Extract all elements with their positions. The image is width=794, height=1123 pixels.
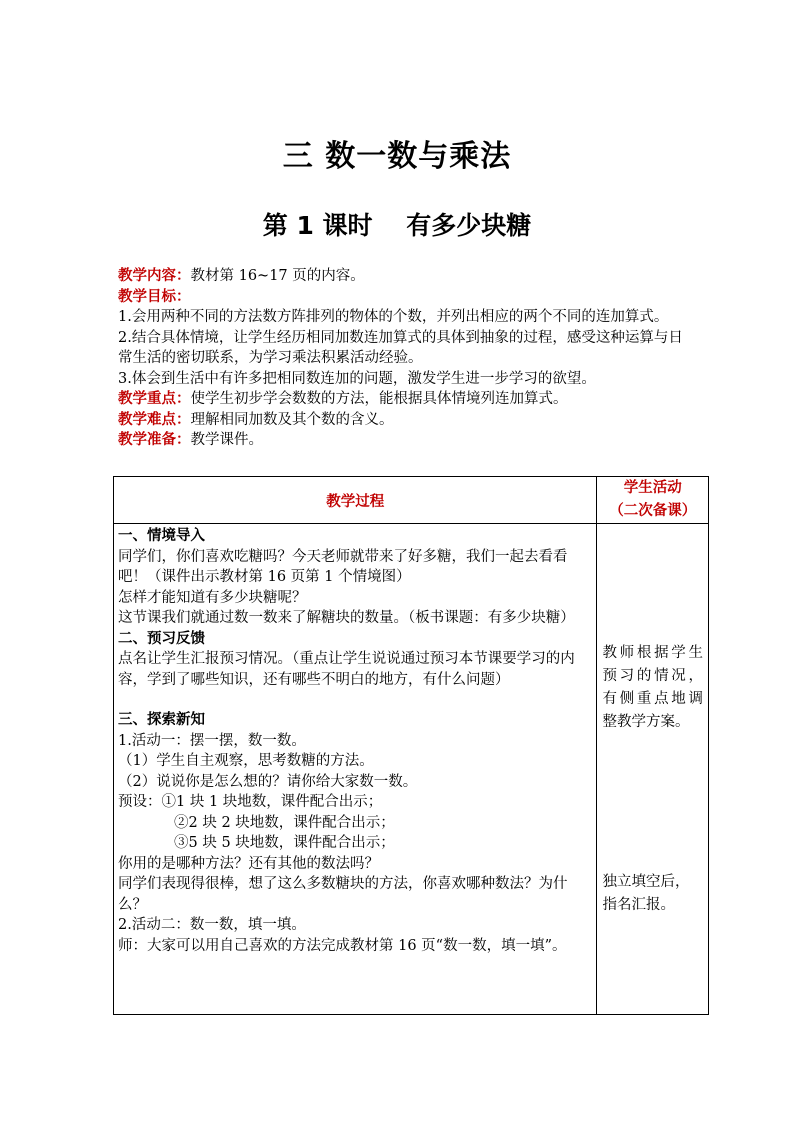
difficulty-label: 教学难点： <box>118 411 191 428</box>
header-activity-line2: （二次备课） <box>609 503 697 519</box>
teaching-preparation <box>118 430 688 451</box>
section-title: 二、预习反馈 <box>118 630 205 647</box>
unit-title: 三 数一数与乘法 <box>282 139 512 174</box>
paragraph: 1.活动一：摆一摆，数一数。 <box>118 732 306 749</box>
activity-note: 教师根据学生预习的情况，有侧重点地调整教学方案。 <box>602 645 703 730</box>
spacer <box>118 690 592 710</box>
process-cell <box>114 524 597 1015</box>
paragraph: 预设：①1 块 1 块地数，课件配合出示； <box>118 794 383 810</box>
prep-text: 教学课件。 <box>190 432 263 448</box>
difficulty-text: 理解相同加数及其个数的含义。 <box>190 411 394 428</box>
key-label: 教学重点： <box>118 391 191 407</box>
paragraph: ②2 块 2 块地数，课件配合出示； <box>174 814 395 831</box>
teaching-content <box>118 266 688 287</box>
table-body-row <box>114 524 709 1015</box>
activity-cell <box>597 524 709 1015</box>
objective-item: 2.结合具体情境，让学生经历相同加数连加算式的具体到抽象的过程，感受这种运算与日常生活的密切联系，为学习乘法积累活动经验。 <box>118 329 683 366</box>
paragraph: 点名让学生汇报预习情况。（重点让学生说说通过预习本节课要学习的内容，学到了哪些知识，还有哪些不明白的地方，有什么问题） <box>118 651 575 688</box>
paragraph: 你用的是哪种方法？还有其他的数法吗？ <box>118 855 379 872</box>
prep-label: 教学准备： <box>118 432 191 448</box>
content-text: 教材第 16~17 页的内容。 <box>190 268 365 284</box>
section-title: 三、探索新知 <box>118 712 205 728</box>
teaching-difficulty <box>118 410 688 431</box>
paragraph: （2）说说你是怎么想的？请你给大家数一数。 <box>118 773 418 790</box>
paragraph: 2.活动二：数一数，填一填。 <box>118 917 306 933</box>
activity-note: 独立填空后，指名汇报。 <box>602 874 690 913</box>
objective-item: 1.会用两种不同的方法数方阵排列的物体的个数，并列出相应的两个不同的连加算式。 <box>118 309 669 325</box>
key-text: 使学生初步学会数数的方法，能根据具体情境列连加算式。 <box>190 391 568 407</box>
paragraph: 这节课我们就通过数一数来了解糖块的数量。（板书课题：有多少块糖） <box>118 610 575 626</box>
lesson-title: 第 1 课时 有多少块糖 <box>262 211 532 240</box>
header-activity-line1: 学生活动 <box>623 480 682 496</box>
paragraph: 怎样才能知道有多少块糖呢？ <box>118 589 307 606</box>
paragraph: 同学们，你们喜欢吃糖吗？今天老师就带来了好多糖，我们一起去看看吧！（课件出示教材第 16 页第 1 个情境图） <box>118 548 568 585</box>
content-label: 教学内容： <box>118 268 191 284</box>
header-activity <box>597 477 709 524</box>
header-process: 教学过程 <box>114 477 597 524</box>
section-title: 一、情境导入 <box>118 528 205 544</box>
paragraph: ③5 块 5 块地数，课件配合出示； <box>174 835 395 851</box>
paragraph: （1）学生自主观察，思考数糖的方法。 <box>118 753 374 769</box>
paragraph: 师：大家可以用自己喜欢的方法完成教材第 16 页“数一数，填一填”。 <box>118 937 567 954</box>
teaching-meta <box>118 266 688 451</box>
lesson-table <box>113 476 709 1015</box>
paragraph: 同学们表现得很棒，想了这么多数糖块的方法，你喜欢哪种数法？为什么？ <box>118 876 568 913</box>
table-header-row <box>114 477 709 524</box>
teaching-key-point <box>118 389 688 410</box>
objective-item: 3.体会到生活中有许多把相同数连加的问题，激发学生进一步学习的欲望。 <box>118 370 596 387</box>
objectives-label: 教学目标： <box>118 288 191 305</box>
